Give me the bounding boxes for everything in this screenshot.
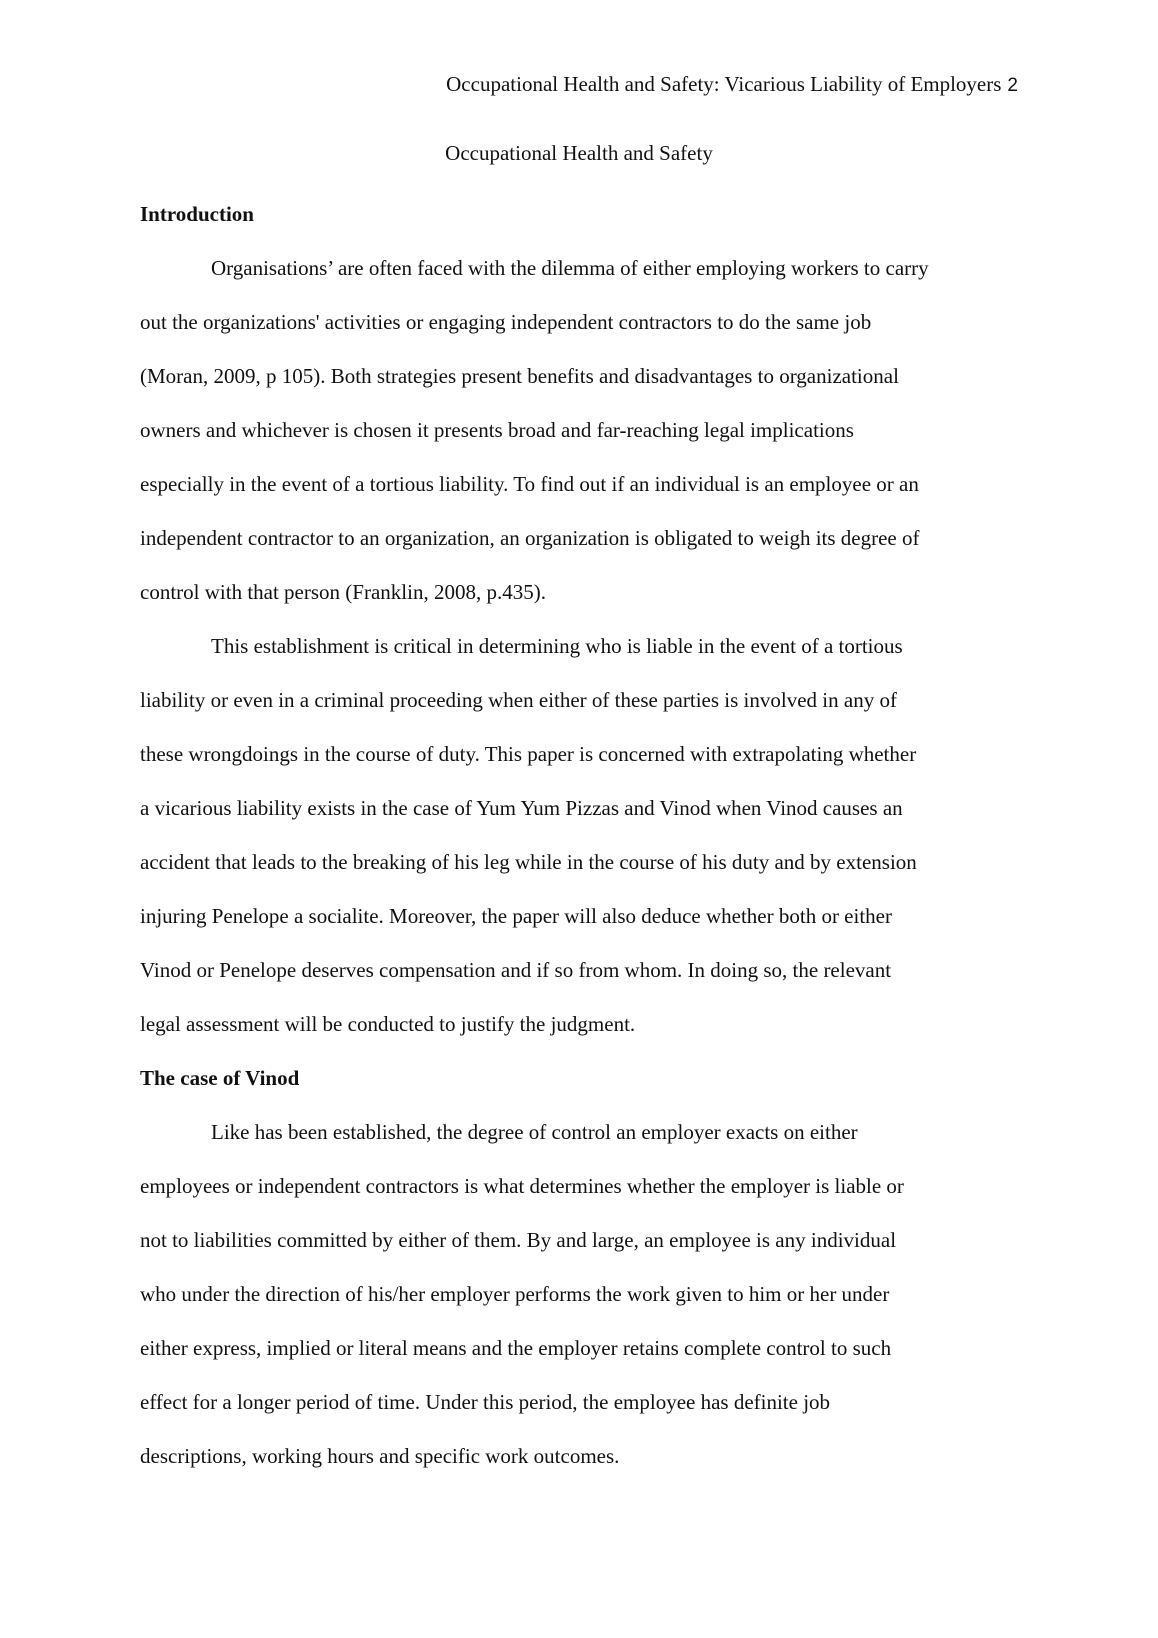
paragraph-line: accident that leads to the breaking of his leg while in the course of his duty and by extension (140, 850, 917, 874)
paragraph-line: employees or independent contractors is what determines whether the employer is liable or (140, 1174, 904, 1198)
paragraph-line: owners and whichever is chosen it presents broad and far-reaching legal implications (140, 418, 854, 442)
paragraph-line: legal assessment will be conducted to justify the judgment. (140, 1012, 636, 1036)
paragraph-line: these wrongdoings in the course of duty. This paper is concerned with extrapolating whether (140, 742, 917, 766)
paragraph-line: descriptions, working hours and specific work outcomes. (140, 1444, 620, 1468)
paragraph-line: independent contractor to an organization, an organization is obligated to weigh its degree of (140, 526, 920, 550)
paragraph-line: liability or even in a criminal proceeding when either of these parties is involved in any of (140, 688, 897, 712)
section-heading-case-of-vinod: The case of Vinod (140, 1066, 300, 1090)
paragraph-line: effect for a longer period of time. Under this period, the employee has definite job (140, 1390, 831, 1414)
paragraph-line: injuring Penelope a socialite. Moreover, the paper will also deduce whether both or either (140, 904, 892, 928)
paragraph-line: who under the direction of his/her employer performs the work given to him or her under (140, 1282, 890, 1306)
paragraph-line: not to liabilities committed by either of them. By and large, an employee is any individual (140, 1228, 897, 1252)
paragraph (140, 1105, 1020, 1483)
paragraph (140, 241, 1020, 619)
paragraph-line: (Moran, 2009, p 105). Both strategies present benefits and disadvantages to organizational (140, 364, 899, 388)
section-heading-introduction: Introduction (140, 202, 254, 226)
document-title: Occupational Health and Safety (445, 141, 713, 165)
paragraph-line: Vinod or Penelope deserves compensation and if so from whom. In doing so, the relevant (140, 958, 892, 982)
document-body (140, 187, 1020, 1483)
paragraph-line: Organisations’ are often faced with the dilemma of either employing workers to carry (211, 256, 929, 280)
paragraph-line: control with that person (Franklin, 2008, p.435). (140, 580, 546, 604)
running-header (446, 70, 1018, 100)
running-header-title: Occupational Health and Safety: Vicarious Liability of Employers (446, 72, 1002, 96)
paragraph-line: This establishment is critical in determining who is liable in the event of a tortious (211, 634, 903, 658)
paragraph-line: Like has been established, the degree of control an employer exacts on either (211, 1120, 858, 1144)
paragraph-line: out the organizations' activities or engaging independent contractors to do the same job (140, 310, 872, 334)
paragraph-line: either express, implied or literal means and the employer retains complete control to such (140, 1336, 892, 1360)
paragraph-line: especially in the event of a tortious liability. To find out if an individual is an employee or an (140, 472, 919, 496)
paragraph-line: a vicarious liability exists in the case of Yum Yum Pizzas and Vinod when Vinod causes an (140, 796, 903, 820)
page-number: 2 (1007, 75, 1018, 96)
paragraph (140, 619, 1020, 1051)
